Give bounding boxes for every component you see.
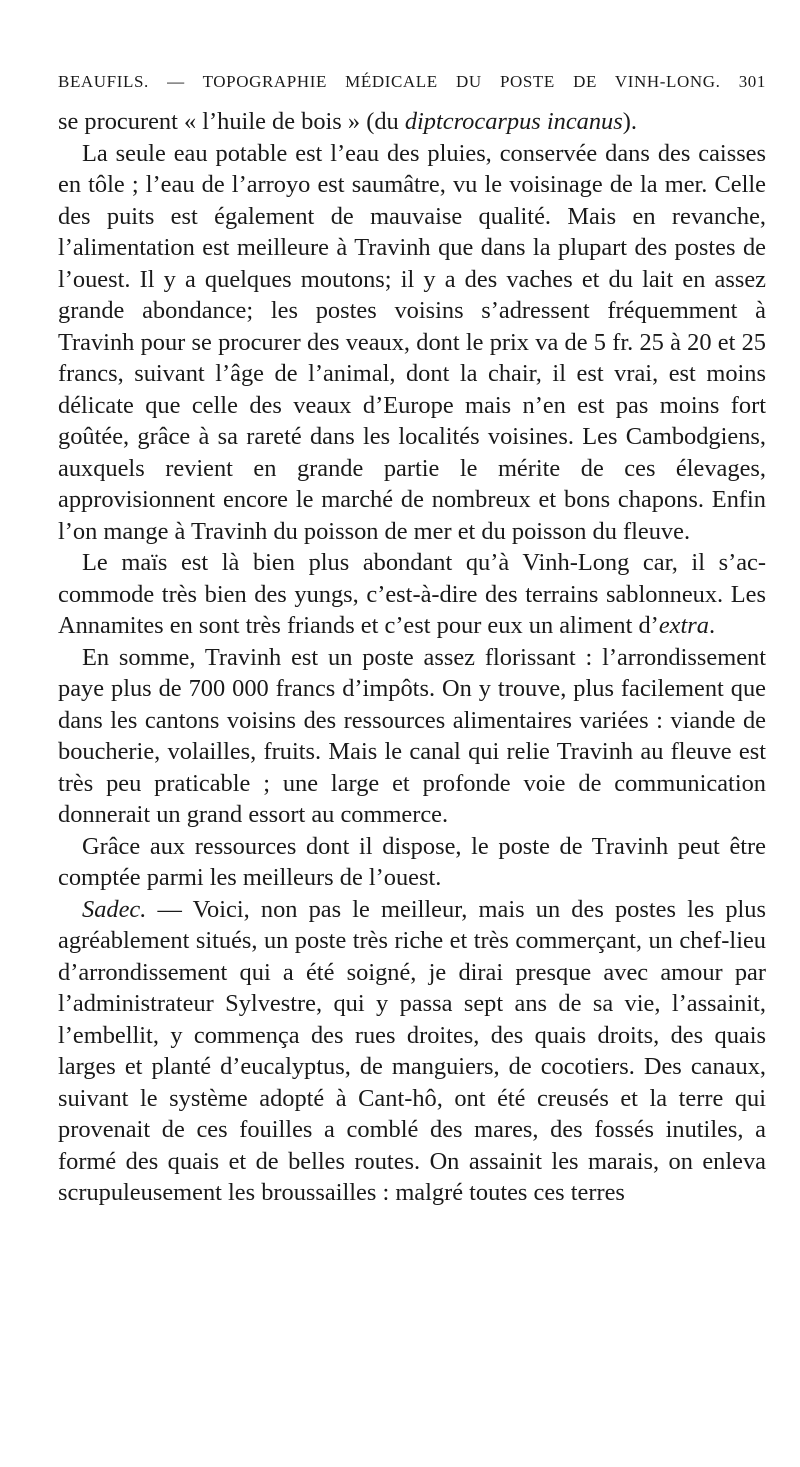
text-segment: En somme, Travinh est un poste assez florissant : l’arrondissement paye plus de 700 000 francs d’impôts. On y trouve, plus facilement que dans les cantons voisins des ressources alimentaires variées : viande de boucherie, volailles, fruits. Mais le canal qui relie Travinh au fleuve est très peu praticable ; une large et profonde voie de communication donnerait un grand essort au commerce. (58, 643, 766, 828)
paragraph-0 (58, 106, 766, 138)
text-segment: . (708, 612, 716, 639)
text-segment: ). (622, 108, 637, 135)
text-segment: Grâce aux ressources dont il dispose, le poste de Travinh peut être comptée parmi les meilleurs de l’ouest. (58, 832, 766, 891)
paragraph-2 (58, 547, 766, 642)
paragraph-1 (58, 138, 766, 548)
paragraph-5 (58, 894, 766, 1209)
text-segment: se procurent « l’huile de bois » (du (58, 108, 405, 135)
text-segment: — Voici, non pas le meilleur, mais un des postes les plus agréablement situés, un poste très riche et très commerçant, un chef-lieu d’arrondissement qui a été soigné, je dirai presque avec amour par l’administrateur Sylvestre, qui y passa sept ans de sa vie, l’assainit, l’embellit, y commença des rues droites, des quais droits, des quais larges et planté d’eucalyptus, de manguiers, de cocotiers. Des canaux, suivant le système adopté à Cant-hô, ont été creusés et la terre qui provenait de ces fouilles a comblé des mares, des fossés inutiles, a formé des quais et de belles routes. On assainit les marais, on enleva scrupuleusement les broussailles : malgré toutes ces terres (58, 895, 766, 1206)
paragraph-4 (58, 831, 766, 894)
running-head: BEAUFILS. — TOPOGRAPHIE MÉDICALE DU POSTE DE VINH-LONG. 301 (58, 72, 766, 91)
paragraph-3 (58, 642, 766, 831)
italic-term: extra (658, 612, 709, 639)
body-text (58, 106, 766, 1209)
text-segment: La seule eau potable est l’eau des pluies, conservée dans des caisses en tôle ; l’eau de l’arroyo est saumâtre, vu le voisinage de la mer. Celle des puits est également de mauvaise qualité. Mais en revanche, l’alimentation est meilleure à Travinh que dans la plupart des postes de l’ouest. Il y a quelques moutons; il y a des vaches et du lait en assez grande abondance; les postes voisins s’adressent fréquemment à Travinh pour se procurer des veaux, dont le prix va de 5 fr. 25 à 20 et 25 francs, suivant l’âge de l’animal, dont la chair, il est vrai, est moins délicate que celle des veaux d’Europe mais n’en est pas moins fort goûtée, grâce à sa rareté dans les localités voisines. Les Cambodgiens, auxquels revient en grande partie le mérite de ces élevages, approvisionnent encore le marché de nombreux et bons chapons. Enfin l’on mange à Travinh du poisson de mer et du poisson du fleuve. (58, 139, 766, 545)
place-name-heading: Sadec. (82, 895, 147, 923)
document-page (58, 70, 766, 1209)
text-segment: Le maïs est là bien plus abondant qu’à Vinh-Long car, il s’accommode très bien des yungs, c’est-à-dire des terrains sablonneux. Les Annamites en sont très friands et c’est pour eux un aliment d’ (58, 549, 766, 639)
species-name: diptcrocarpus incanus (404, 108, 623, 135)
